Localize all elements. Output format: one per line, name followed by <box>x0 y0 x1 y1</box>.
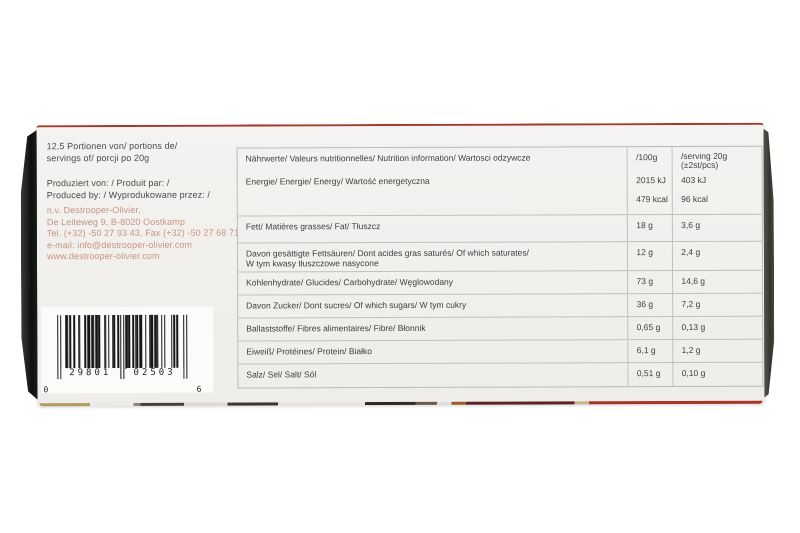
per-serving-header-line-2: (±2st/pcs) <box>680 159 719 171</box>
nutrition-label-cell: Salz/ Sel/ Salt/ Sól <box>246 369 317 380</box>
barcode-bar <box>67 315 69 369</box>
nutrition-label-cell: Ballaststoffe/ Fibres alimentaires/ Fibre/ Błonnik <box>246 322 426 334</box>
nutrition-header-label: Nährwerte/ Valeurs nutritionnelles/ Nutrition information/ Wartosci odzywcze <box>245 152 531 164</box>
per-100g-cell: 36 g <box>628 294 673 316</box>
barcode-digits-right: 02503 <box>126 368 183 379</box>
barcode-bar <box>152 315 154 369</box>
nutrition-table-row <box>238 316 762 341</box>
package-box <box>21 123 775 407</box>
produced-by-line-2: Produced by: / Wyprodukowane przez: / <box>46 189 210 201</box>
barcode-bar <box>157 315 159 369</box>
produced-by-line-1: Produziert von: / Produit par: / <box>46 177 170 189</box>
per-serving-header <box>672 147 762 170</box>
per-100g-cell: 18 g <box>627 215 672 241</box>
per-serving-cell: 2,4 g <box>672 242 762 270</box>
nutrition-label-cell: Davon gesättigte Fettsäuren/ Dont acides gras saturés/ Of which saturates/ W tym kwasy tłuszczowe nasycone <box>245 247 529 269</box>
package-bottom-edge <box>39 401 762 407</box>
nutrition-table-row <box>238 293 762 318</box>
barcode-bar <box>171 315 173 369</box>
portions-line-1: 12,5 Portionen von/ portions de/ <box>46 140 178 152</box>
nutrition-table-row <box>238 339 762 364</box>
barcode-bar <box>93 315 95 369</box>
per-serving-cell: 7,2 g <box>672 294 762 316</box>
per-serving-cell: 0,10 g <box>673 363 763 386</box>
per-serving-cell: 3,6 g <box>672 215 762 241</box>
manufacturer-phone: Tel. (+32) -50 27 93 43, Fax (+32) -50 27 68 71 <box>46 227 240 239</box>
barcode-bar <box>120 315 122 379</box>
barcode-bar <box>74 315 76 369</box>
nutrition-label-cell: Kohlenhydrate/ Glucides/ Carbohydrate/ Węglowodany <box>246 276 454 288</box>
per-serving-cell: 14,6 g <box>672 271 762 293</box>
per-serving-header-line-1: /serving 20g <box>680 150 728 162</box>
per-serving-cell: 403 kJ 96 kcal <box>672 170 762 214</box>
nutrition-table-row <box>238 170 762 216</box>
barcode-digit-first: 0 <box>43 385 49 395</box>
nutrition-table-header <box>238 147 762 172</box>
barcode-bar <box>79 315 81 369</box>
barcode <box>41 307 213 394</box>
barcode-bar <box>128 315 130 369</box>
per-100g-cell: 73 g <box>627 271 672 293</box>
barcode-bar <box>176 315 178 369</box>
barcode-bar <box>164 315 166 369</box>
barcode-bar <box>69 315 71 369</box>
barcode-bar <box>161 315 163 369</box>
barcode-bar <box>108 315 110 369</box>
barcode-bar <box>173 315 175 369</box>
package-front-face <box>37 123 765 407</box>
barcode-digits-left: 29801 <box>62 368 119 379</box>
portions-info <box>47 140 178 164</box>
portions-line-2: servings of/ porcji po 20g <box>46 152 150 164</box>
barcode-digit-last: 6 <box>196 384 202 394</box>
per-100g-cell: 2015 kJ 479 kcal <box>627 170 672 214</box>
barcode-bar <box>132 315 134 369</box>
barcode-bar <box>186 315 188 379</box>
manufacturer-address <box>47 205 240 263</box>
manufacturer-website: www.destrooper-olivier.com <box>46 250 160 262</box>
nutrition-table-row <box>238 214 762 243</box>
barcode-bar <box>145 315 147 369</box>
barcode-bar <box>105 315 107 369</box>
nutrition-table <box>237 146 764 389</box>
barcode-bars <box>57 315 187 379</box>
nutrition-label-cell: Energie/ Energie/ Energy/ Wartość energetyczna <box>245 175 430 187</box>
nutrition-label-cell: Fett/ Matières grasses/ Fat/ Tłuszcz <box>245 221 381 232</box>
barcode-bar <box>89 315 91 369</box>
per-100g-cell: 12 g <box>627 242 672 270</box>
per-100g-header: /100g <box>627 147 672 170</box>
barcode-bar <box>137 315 139 369</box>
produced-by-info <box>47 177 210 202</box>
nutrition-table-body <box>238 170 763 388</box>
per-100g-cell: 6,1 g <box>628 340 673 362</box>
barcode-bar <box>98 315 100 369</box>
per-100g-cell: 0,65 g <box>628 317 673 339</box>
per-serving-cell: 0,13 g <box>672 317 762 339</box>
nutrition-table-row <box>238 362 762 388</box>
per-serving-cell: 1,2 g <box>673 340 763 362</box>
manufacturer-email: e-mail: info@destrooper-olivier.com <box>46 239 193 250</box>
nutrition-table-row <box>238 270 762 295</box>
nutrition-label-cell: Eiweiß/ Protéines/ Protein/ Białko <box>246 346 372 357</box>
barcode-bar <box>141 315 143 369</box>
nutrition-table-row <box>238 241 762 272</box>
barcode-bar <box>85 315 87 369</box>
per-100g-cell: 0,51 g <box>628 363 673 386</box>
nutrition-label-cell: Davon Zucker/ Dont sucres/ Of which sugars/ W tym cukry <box>246 299 467 311</box>
barcode-bar <box>123 315 125 379</box>
barcode-bar <box>117 315 119 369</box>
manufacturer-name: n.v. Destrooper-Olivier, <box>46 204 141 216</box>
barcode-bar <box>57 315 59 379</box>
manufacturer-street: De Leiteweg 9, B-8020 Oostkamp <box>46 216 185 227</box>
barcode-bar <box>113 315 115 369</box>
